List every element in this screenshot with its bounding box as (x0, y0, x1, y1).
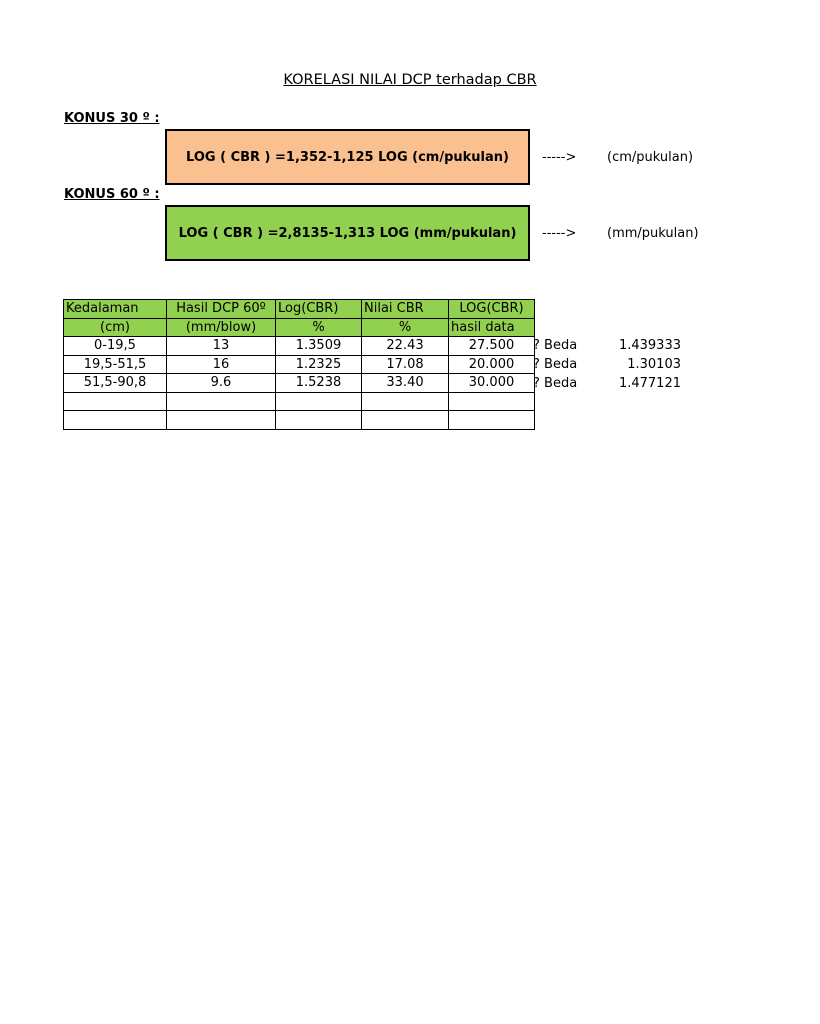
cbr-value-cell: 22.43 (362, 337, 449, 356)
konus-30-formula-box: LOG ( CBR ) =1,352-1,125 LOG (cm/pukulan) (165, 129, 530, 185)
header-cell: (mm/blow) (167, 318, 276, 337)
depth-cell: 0-19,5 (64, 337, 167, 356)
beda-value: 1.477121 (618, 376, 681, 391)
empty-cell (362, 392, 449, 411)
beda-label: ? Beda (533, 338, 578, 353)
header-cell: Nilai CBR (362, 300, 449, 319)
empty-cell (362, 411, 449, 430)
empty-cell (449, 392, 535, 411)
page-title: KORELASI NILAI DCP terhadap CBR (283, 72, 537, 88)
konus-60-unit: (mm/pukulan) (607, 226, 699, 241)
empty-cell (64, 411, 167, 430)
konus-30-arrow: -----> (542, 150, 577, 165)
depth-cell: 19,5-51,5 (64, 355, 167, 374)
konus-30-unit: (cm/pukulan) (607, 150, 694, 165)
konus-60-formula-box: LOG ( CBR ) =2,8135-1,313 LOG (mm/pukulan) (165, 205, 530, 261)
header-cell: % (276, 318, 362, 337)
depth-cell: 51,5-90,8 (64, 374, 167, 393)
cbr-value-cell: 17.08 (362, 355, 449, 374)
header-cell: hasil data (449, 318, 535, 337)
cbr-value-cell: 33.40 (362, 374, 449, 393)
konus-30-label: KONUS 30 º : (64, 111, 160, 126)
log-cbr-data-cell: 20.000 (449, 355, 535, 374)
log-cbr-data-cell: 27.500 (449, 337, 535, 356)
header-cell: LOG(CBR) (449, 300, 535, 319)
table-row (64, 355, 535, 374)
table-row (64, 337, 535, 356)
table-row (64, 411, 535, 430)
empty-cell (167, 392, 276, 411)
dcp-cell: 13 (167, 337, 276, 356)
log-cbr-data-cell: 30.000 (449, 374, 535, 393)
table-header-row (64, 318, 535, 337)
header-cell: (cm) (64, 318, 167, 337)
empty-cell (167, 411, 276, 430)
beda-value: 1.439333 (618, 338, 681, 353)
beda-label: ? Beda (533, 376, 578, 391)
header-cell: Hasil DCP 60º (167, 300, 276, 319)
table-row (64, 374, 535, 393)
header-cell: Log(CBR) (276, 300, 362, 319)
header-cell: % (362, 318, 449, 337)
dcp-cell: 16 (167, 355, 276, 374)
empty-cell (64, 392, 167, 411)
dcp-cell: 9.6 (167, 374, 276, 393)
konus-60-label: KONUS 60 º : (64, 187, 160, 202)
empty-cell (276, 411, 362, 430)
log-cbr-cell: 1.5238 (276, 374, 362, 393)
table-header-row (64, 300, 535, 319)
dcp-cbr-table (63, 299, 535, 430)
log-cbr-cell: 1.3509 (276, 337, 362, 356)
empty-cell (276, 392, 362, 411)
log-cbr-cell: 1.2325 (276, 355, 362, 374)
beda-value: 1.30103 (627, 357, 681, 372)
beda-label: ? Beda (533, 357, 578, 372)
table-row (64, 392, 535, 411)
konus-60-arrow: -----> (542, 226, 577, 241)
header-cell: Kedalaman (64, 300, 167, 319)
empty-cell (449, 411, 535, 430)
